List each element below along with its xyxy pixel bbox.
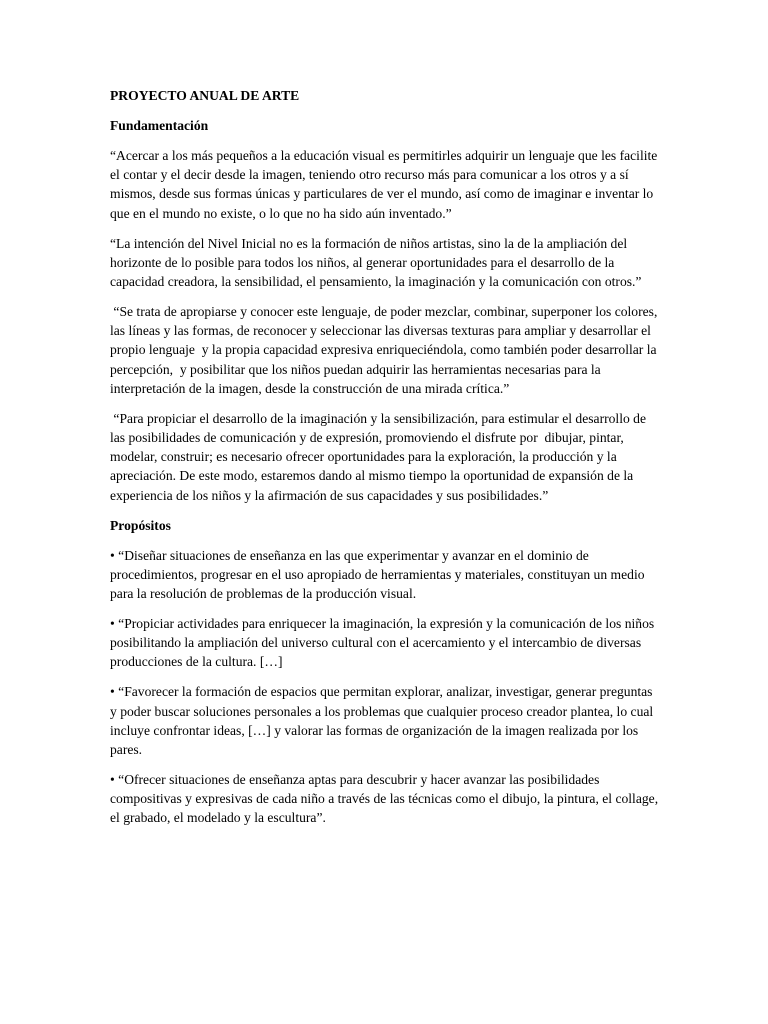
document-page [110, 86, 662, 828]
paragraph: “La intención del Nivel Inicial no es la formación de niños artistas, sino la de la ampliación del horizonte de lo posible para todos los niños, al generar oportunidades para el desarrollo de la capacidad creadora, la sensibilidad, el pensamiento, la imaginación y la comunicación con otros.” [110, 235, 642, 290]
section-heading-fundamentacion: Fundamentación [110, 118, 209, 133]
bullet-item: • “Diseñar situaciones de enseñanza en las que experimentar y avanzar en el dominio de procedimientos, progresar en el uso apropiado de herramientas y materiales, constituyan un medio para la resolución de problemas de la producción visual. [110, 547, 648, 602]
bullet-item: • “Ofrecer situaciones de enseñanza aptas para descubrir y hacer avanzar las posibilidades compositivas y expresivas de cada niño a través de las técnicas como el dibujo, la pintura, el collage, el grabado, el modelado y la escultura”. [110, 772, 662, 826]
paragraph: “Se trata de apropiarse y conocer este lenguaje, de poder mezclar, combinar, superponer los colores, las líneas y las formas, de reconocer y seleccionar las diversas texturas para ampliar y desarrollar el propio lenguaje y la propia capacidad expresiva enriqueciéndola, como también poder desarrollar la percepción, y posibilitar que los niños puedan adquirir las herramientas necesarias para la interpretación de la imagen, desde la construcción de una mirada crítica.” [110, 304, 661, 396]
document-title: PROYECTO ANUAL DE ARTE [110, 88, 300, 103]
bullet-item: • “Propiciar actividades para enriquecer la imaginación, la expresión y la comunicación de los niños posibilitando la ampliación del universo cultural con el acercamiento y el intercambio de diversas producciones de la cultura. […] [110, 616, 658, 670]
bullet-item: • “Favorecer la formación de espacios que permitan explorar, analizar, investigar, generar preguntas y poder buscar soluciones personales a los problemas que cualquier proceso creador plantea, lo cual incluye confrontar ideas, […] y valorar las formas de organización de la imagen realizada por los pares. [110, 684, 657, 758]
paragraph: “Acercar a los más pequeños a la educación visual es permitirles adquirir un lenguaje que les facilite el contar y el decir desde la imagen, teniendo otro recurso más para comunicar a los otros y a sí mismos, desde sus formas únicas y particulares de ver el mundo, así como de imaginar e inventar lo que en el mundo no existe, o lo que no ha sido aún inventado.” [110, 148, 661, 221]
section-heading-propositos: Propósitos [110, 517, 171, 533]
paragraph: “Para propiciar el desarrollo de la imaginación y la sensibilización, para estimular el desarrollo de las posibilidades de comunicación y de expresión, promoviendo el disfrute por dibujar, pintar, modelar, construir; es necesario ofrecer oportunidades para la exploración, la producción y la apreciación. De este modo, estaremos dando al mismo tiempo la oportunidad de expansión de la experiencia de los niños y la afirmación de sus capacidades y sus posibilidades.” [110, 410, 650, 503]
